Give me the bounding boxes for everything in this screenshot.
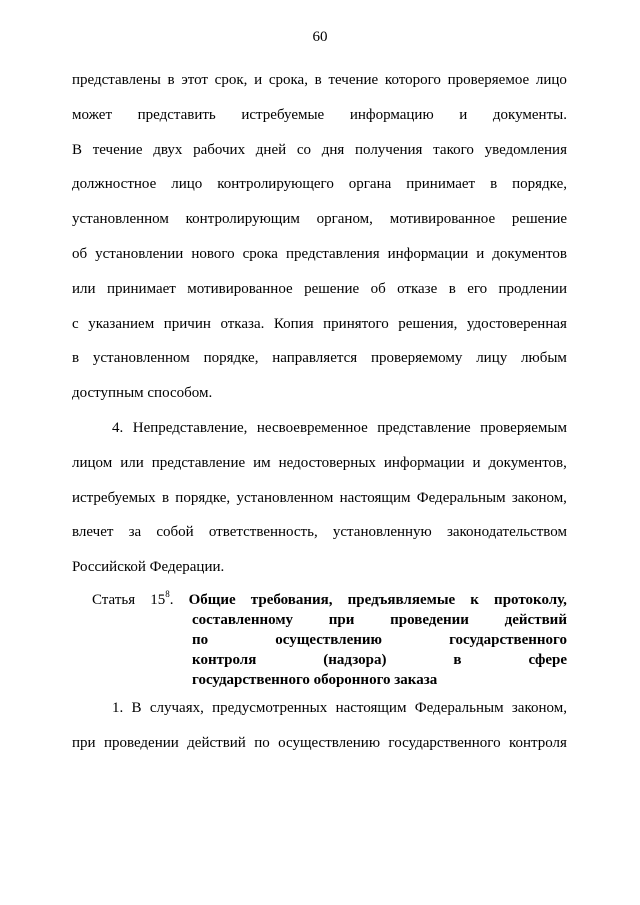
word: установленном — [72, 211, 169, 228]
word: порядке, — [175, 489, 231, 506]
word: проверяемое — [447, 72, 530, 88]
word: законом, — [511, 489, 567, 506]
word: установленном — [92, 350, 190, 367]
word: порядке, — [203, 350, 259, 367]
text-line — [72, 341, 567, 376]
word: в — [161, 489, 170, 506]
word: предусмотренных — [212, 699, 328, 716]
word: истребуемые — [241, 106, 325, 123]
text-line — [72, 411, 567, 446]
article-heading — [92, 588, 567, 690]
word: контроля — [192, 651, 257, 668]
word: представление — [377, 419, 471, 436]
word: установленном — [236, 489, 334, 506]
word: настоящим — [335, 699, 407, 716]
word: или — [120, 454, 144, 471]
word: законодательством — [446, 524, 567, 541]
paragraph-clause-1 — [72, 691, 567, 761]
word: представление — [151, 454, 246, 471]
heading-line — [192, 610, 567, 630]
word: установлении — [95, 245, 184, 262]
word: проведении — [103, 734, 179, 751]
word: (надзора) — [323, 651, 387, 668]
word: документов — [492, 245, 567, 262]
heading-line: государственного оборонного заказа — [192, 671, 438, 688]
word: сфере — [528, 651, 567, 668]
word: решение — [304, 280, 360, 297]
word: должностное — [72, 176, 157, 193]
word: Общие — [188, 591, 236, 608]
word: течение — [92, 141, 143, 158]
word: составленному — [192, 611, 294, 628]
word: лицо — [535, 72, 567, 88]
page-content — [72, 63, 567, 761]
text-line — [72, 63, 567, 98]
word: этот — [181, 72, 208, 88]
word: рабочих — [193, 141, 246, 158]
word: двух — [153, 141, 183, 158]
word: Федеральным — [414, 699, 504, 716]
word: лицу — [476, 350, 508, 367]
word: срока, — [268, 72, 308, 88]
word: недостоверных — [278, 454, 376, 471]
word: при — [72, 734, 96, 751]
word: информацию — [349, 106, 434, 123]
word: случаях, — [149, 699, 204, 716]
word: об — [370, 280, 386, 297]
word: 1. — [112, 699, 124, 716]
word: органом, — [316, 211, 373, 228]
word: проверяемым — [480, 419, 567, 436]
word: принимает — [406, 176, 476, 193]
word: мотивированное — [187, 280, 293, 297]
word: им — [253, 454, 271, 471]
word: за — [128, 524, 142, 541]
word: при — [328, 611, 355, 628]
text-line — [72, 726, 567, 761]
word: и — [472, 454, 481, 471]
word: контроля — [508, 734, 567, 751]
word: его — [467, 280, 488, 297]
text-line: Российской Федерации. — [72, 559, 225, 576]
word: действий — [187, 734, 246, 751]
text-line: доступным способом. — [72, 385, 213, 402]
word: проведении — [390, 611, 469, 628]
word: осуществлению — [275, 631, 382, 648]
word: которого — [384, 72, 441, 88]
word: В — [131, 699, 142, 716]
word: любым — [521, 350, 567, 367]
word: представлены — [72, 72, 161, 88]
text-line — [72, 446, 567, 481]
word: предъявляемые — [347, 591, 456, 608]
text-line — [72, 98, 567, 133]
word: в — [314, 72, 322, 88]
word: документов, — [488, 454, 567, 471]
article-number-superscript: 8 — [165, 588, 170, 599]
word: и — [476, 245, 485, 262]
word: отказе — [397, 280, 438, 297]
word: причин — [163, 315, 211, 332]
word: получения — [354, 141, 423, 158]
word: к — [470, 591, 479, 608]
word: продлении — [498, 280, 567, 297]
text-line — [72, 202, 567, 237]
word: настоящим — [339, 489, 411, 506]
word: установленную — [332, 524, 432, 541]
word: осуществлению — [278, 734, 381, 751]
heading-line — [92, 590, 567, 610]
word: принятого — [323, 315, 389, 332]
word: контролирующего — [217, 176, 334, 193]
word: лицо — [171, 176, 203, 193]
word: порядке, — [512, 176, 567, 193]
word: государственного — [449, 631, 567, 648]
word: требования, — [250, 591, 333, 608]
word: может — [72, 106, 112, 123]
word: решение — [511, 211, 567, 228]
word: по — [254, 734, 270, 751]
word: проверяемому — [370, 350, 463, 367]
word: законом, — [511, 699, 567, 716]
word: в — [72, 350, 80, 367]
word: в — [448, 280, 456, 297]
word: Непредставление, — [132, 419, 248, 436]
word: в — [453, 651, 462, 668]
word: такого — [433, 141, 474, 158]
word: срока — [242, 245, 278, 262]
paragraph-continuation — [72, 63, 567, 411]
word: нового — [191, 245, 235, 262]
text-line — [72, 481, 567, 516]
word: направляется — [272, 350, 358, 367]
text-line — [72, 167, 567, 202]
word: в — [167, 72, 175, 88]
heading-line — [192, 630, 567, 650]
word: В — [72, 141, 83, 158]
word: государственного — [388, 734, 501, 751]
word: представить — [137, 106, 216, 123]
word: истребуемых — [72, 489, 156, 506]
word: об — [72, 245, 88, 262]
word: ответственность, — [208, 524, 318, 541]
article-label: Статья — [92, 591, 136, 608]
word: уведомления — [484, 141, 567, 158]
word: лицом — [72, 454, 113, 471]
word: информации — [387, 245, 469, 262]
word: Федеральным — [416, 489, 506, 506]
word: несвоевременное — [256, 419, 368, 436]
heading-line — [192, 650, 567, 670]
word: принимает — [106, 280, 176, 297]
word: срок, — [214, 72, 248, 88]
article-number — [150, 590, 173, 610]
word: со — [296, 141, 312, 158]
word: удостоверенная — [466, 315, 567, 332]
word: информации — [383, 454, 465, 471]
text-line — [72, 515, 567, 550]
word: дней — [255, 141, 287, 158]
word: с — [72, 315, 79, 332]
word: и — [254, 72, 263, 88]
word: по — [192, 631, 209, 648]
article-number-base: 15 — [150, 591, 166, 608]
word: документы. — [492, 106, 567, 123]
word: или — [72, 280, 96, 297]
word: и — [459, 106, 468, 123]
word: Копия — [273, 315, 314, 332]
word: действий — [504, 611, 567, 628]
word: дня — [321, 141, 345, 158]
text-line — [72, 133, 567, 168]
word: решения, — [398, 315, 458, 332]
word: отказа. — [220, 315, 265, 332]
word: протоколу, — [494, 591, 567, 608]
word: собой — [156, 524, 194, 541]
paragraph-clause-4 — [72, 411, 567, 585]
word: 4. — [112, 419, 124, 436]
word: контролирующим — [185, 211, 300, 228]
word: органа — [348, 176, 392, 193]
text-line — [72, 237, 567, 272]
page-number: 60 — [312, 29, 328, 45]
word: мотивированное — [389, 211, 496, 228]
text-line — [72, 691, 567, 726]
article-number-period: . — [169, 591, 174, 608]
word: указанием — [88, 315, 155, 332]
word: течение — [328, 72, 379, 88]
word: представления — [285, 245, 380, 262]
text-line — [72, 307, 567, 342]
text-line — [72, 272, 567, 307]
word: влечет — [72, 524, 114, 541]
word: в — [490, 176, 498, 193]
